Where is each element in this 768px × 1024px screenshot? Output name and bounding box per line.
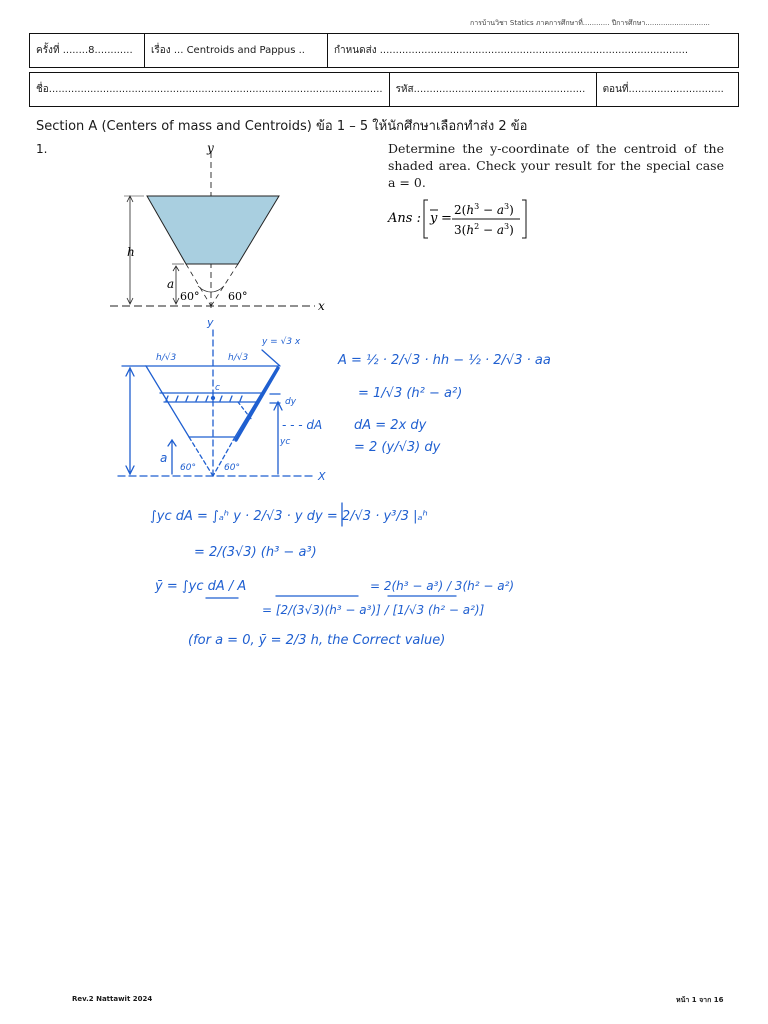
hw-angle-left: 60° <box>180 463 196 473</box>
hw-ybar-line-1: ȳ = ∫yc dA / A <box>155 579 247 594</box>
hw-check-line: (for a = 0, ȳ = 2/3 h, the Correct value) <box>188 633 446 648</box>
hw-area-line-2: = 1/√3 (h² − a²) <box>358 386 463 401</box>
hw-top-right-label: h/√3 <box>228 353 249 363</box>
due-date-field[interactable]: กำหนดส่ง ................................................................................................. <box>328 34 739 68</box>
hw-area-line-4: = 2 (y/√3) dy <box>354 440 441 455</box>
hw-integral-line-2: = 2/(3√3) (h³ − a³) <box>194 545 317 560</box>
course-header-note: การบ้านวิชา Statics ภาคการศึกษาที่............ ปีการศึกษา............................. <box>470 19 710 27</box>
hw-c-label: c <box>215 383 220 393</box>
svg-text:2(h3 − a3): $2(h^3 - a^3)$ <box>454 202 514 217</box>
svg-text:=: = <box>441 211 452 226</box>
topic-field[interactable]: เรื่อง ... Centroids and Pappus .. <box>145 34 328 68</box>
hw-dA-label: - - - dA <box>282 418 323 432</box>
hw-area-line-1: A = ½ · 2/√3 · hh − ½ · 2/√3 · aa <box>338 353 551 368</box>
hw-a-label: a <box>160 451 168 465</box>
hw-line-eq: y = √3 x <box>262 337 301 347</box>
answer-label: Ans : <box>388 211 421 226</box>
hw-top-left-label: h/√3 <box>156 353 177 363</box>
a-label: a <box>167 277 175 291</box>
homework-number-field[interactable]: ครั้งที่ ........8............ <box>30 34 145 68</box>
section-field[interactable]: ตอนที่.............................. <box>596 73 738 107</box>
angle-left-label: 60° <box>180 290 200 303</box>
h-label: h <box>127 245 135 259</box>
section-title: Section A (Centers of mass and Centroids) ข้อ 1 – 5 ให้นักศึกษาเลือกทำส่ง 2 ข้อ <box>36 119 528 134</box>
footer-revision: Rev.2 Nattawit 2024 <box>72 995 153 1003</box>
hw-integral-line-1: ∫yc dA = ∫ₐʰ y · 2/√3 · y dy = 2/√3 · y³/3 |ₐʰ <box>150 509 428 524</box>
student-id-field[interactable]: รหัส...................................................... <box>389 73 596 107</box>
name-field[interactable]: ชื่อ......................................................................................................... <box>30 73 390 107</box>
angle-right-label: 60° <box>228 290 248 303</box>
x-axis-label: x <box>318 299 325 313</box>
svg-text:3(h2 − a3): $3(h^2 - a^3)$ <box>454 222 514 237</box>
problem-text: Determine the y-coordinate of the centroid of the shaded area. Check your result for the special case a = 0. <box>388 141 724 190</box>
hw-yc-label: yc <box>280 437 291 447</box>
hw-ybar-line-2: = [2/(3√3)(h³ − a³)] / [1/√3 (h² − a²)] <box>262 603 485 617</box>
y-axis-label: y <box>207 141 214 155</box>
question-number: 1. <box>36 142 48 156</box>
hw-dy-label: dy <box>285 397 297 407</box>
hw-ybar-line-3: = 2(h³ − a³) / 3(h² − a²) <box>370 579 515 593</box>
hw-y-label: y <box>207 316 214 329</box>
hw-angle-right: 60° <box>224 463 240 473</box>
hw-x-label: X <box>318 470 326 483</box>
hw-area-line-3: dA = 2x dy <box>354 418 427 433</box>
footer-page-number: หน้า 1 จาก 16 <box>676 996 724 1004</box>
svg-text:y: y <box>430 211 438 226</box>
